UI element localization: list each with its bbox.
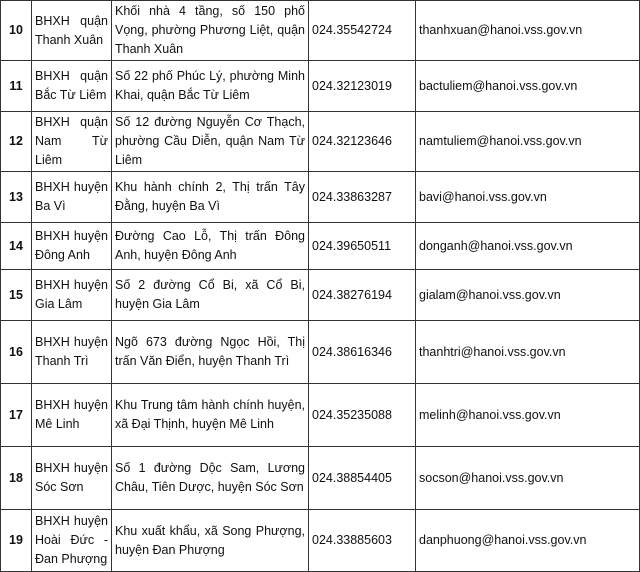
office-address: Khối nhà 4 tầng, số 150 phố Vọng, phường Phương Liệt, quận Thanh Xuân xyxy=(112,1,309,61)
office-address: Khu xuất khẩu, xã Song Phượng, huyện Đan Phượng xyxy=(112,510,309,572)
table-row xyxy=(1,510,640,572)
office-email: gialam@hanoi.vss.gov.vn xyxy=(416,270,640,321)
office-email: thanhtri@hanoi.vss.gov.vn xyxy=(416,321,640,384)
office-phone: 024.32123019 xyxy=(309,61,416,112)
row-number: 13 xyxy=(1,172,32,223)
row-number: 12 xyxy=(1,112,32,172)
row-number: 19 xyxy=(1,510,32,572)
row-number: 16 xyxy=(1,321,32,384)
office-phone: 024.33885603 xyxy=(309,510,416,572)
office-email: namtuliem@hanoi.vss.gov.vn xyxy=(416,112,640,172)
table-row xyxy=(1,321,640,384)
office-address: Số 22 phố Phúc Lý, phường Minh Khai, quận Bắc Từ Liêm xyxy=(112,61,309,112)
table-row xyxy=(1,223,640,270)
office-name: BHXH huyện Mê Linh xyxy=(32,384,112,447)
office-address: Số 12 đường Nguyễn Cơ Thạch, phường Cầu Diễn, quận Nam Từ Liêm xyxy=(112,112,309,172)
office-email: bactuliem@hanoi.vss.gov.vn xyxy=(416,61,640,112)
office-name: BHXH huyện Hoài Đức - Đan Phượng xyxy=(32,510,112,572)
office-address: Số 2 đường Cổ Bi, xã Cổ Bi, huyện Gia Lâm xyxy=(112,270,309,321)
office-phone: 024.33863287 xyxy=(309,172,416,223)
office-phone: 024.38276194 xyxy=(309,270,416,321)
office-name: BHXH huyện Thanh Trì xyxy=(32,321,112,384)
office-email: donganh@hanoi.vss.gov.vn xyxy=(416,223,640,270)
office-name: BHXH huyện Gia Lâm xyxy=(32,270,112,321)
office-phone: 024.39650511 xyxy=(309,223,416,270)
office-name: BHXH huyện Sóc Sơn xyxy=(32,447,112,510)
office-phone: 024.35235088 xyxy=(309,384,416,447)
office-name: BHXH quận Nam Từ Liêm xyxy=(32,112,112,172)
table-row xyxy=(1,384,640,447)
office-email: thanhxuan@hanoi.vss.gov.vn xyxy=(416,1,640,61)
table-row xyxy=(1,112,640,172)
office-email: danphuong@hanoi.vss.gov.vn xyxy=(416,510,640,572)
office-phone: 024.32123646 xyxy=(309,112,416,172)
office-address: Đường Cao Lỗ, Thị trấn Đông Anh, huyện Đông Anh xyxy=(112,223,309,270)
row-number: 14 xyxy=(1,223,32,270)
office-address: Số 1 đường Dộc Sam, Lương Châu, Tiên Dược, huyện Sóc Sơn xyxy=(112,447,309,510)
office-email: bavi@hanoi.vss.gov.vn xyxy=(416,172,640,223)
row-number: 11 xyxy=(1,61,32,112)
office-address: Ngõ 673 đường Ngọc Hồi, Thị trấn Văn Điển, huyện Thanh Trì xyxy=(112,321,309,384)
table-row xyxy=(1,172,640,223)
row-number: 10 xyxy=(1,1,32,61)
office-name: BHXH quận Thanh Xuân xyxy=(32,1,112,61)
office-name: BHXH huyện Ba Vì xyxy=(32,172,112,223)
office-phone: 024.38854405 xyxy=(309,447,416,510)
table-row xyxy=(1,1,640,61)
office-name: BHXH quận Bắc Từ Liêm xyxy=(32,61,112,112)
row-number: 18 xyxy=(1,447,32,510)
office-phone: 024.35542724 xyxy=(309,1,416,61)
office-address: Khu hành chính 2, Thị trấn Tây Đằng, huyện Ba Vì xyxy=(112,172,309,223)
table-row xyxy=(1,61,640,112)
office-email: melinh@hanoi.vss.gov.vn xyxy=(416,384,640,447)
row-number: 15 xyxy=(1,270,32,321)
office-name: BHXH huyện Đông Anh xyxy=(32,223,112,270)
office-email: socson@hanoi.vss.gov.vn xyxy=(416,447,640,510)
table-row xyxy=(1,447,640,510)
row-number: 17 xyxy=(1,384,32,447)
office-address: Khu Trung tâm hành chính huyện, xã Đại Thịnh, huyện Mê Linh xyxy=(112,384,309,447)
table-row xyxy=(1,270,640,321)
office-phone: 024.38616346 xyxy=(309,321,416,384)
